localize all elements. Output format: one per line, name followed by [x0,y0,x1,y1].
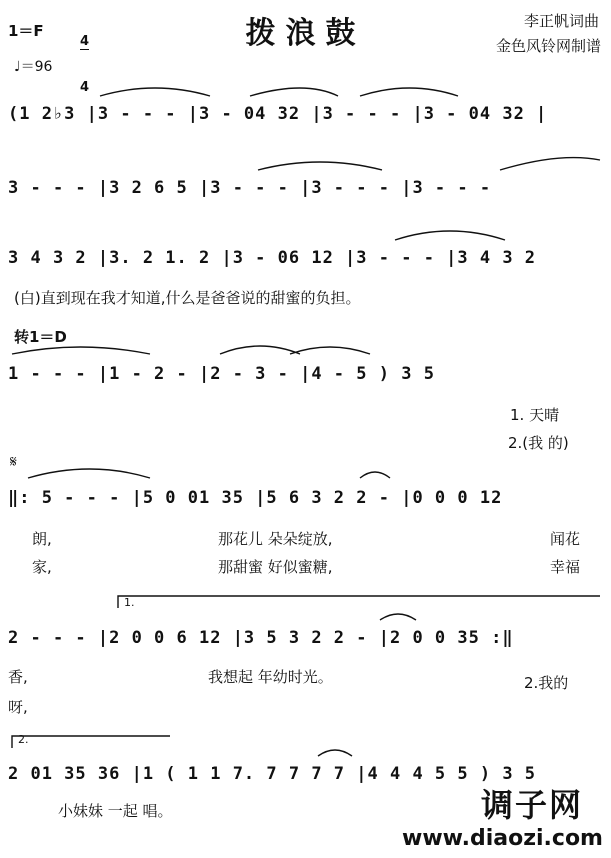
verse2-intro: 2.(我 的) [508,434,569,452]
score-row-1: (1 2♭3 |3 - - - |3 - 04 32 |3 - - - |3 - 04 32 | [8,104,548,124]
score-row-7: 2 01 35 36 |1 ( 1 1 7. 7 7 7 7 |4 4 4 5 5 ) 3 5 [8,764,537,784]
row6-verse1-b: 我想起 年幼时光。 [208,668,333,686]
slur [220,346,300,354]
slur [12,347,150,354]
row5-verse2-c: 幸福 [550,558,581,576]
segno-sign: 𝄋 [10,452,17,471]
slur [290,347,370,354]
key-signature: 1＝F [8,22,44,40]
score-row-4: 1 - - - |1 - 2 - |2 - 3 - |4 - 5 ) 3 5 [8,364,435,384]
row5-verse1-b: 那花儿 朵朵绽放, [218,530,333,548]
volta-bracket [118,596,600,608]
row7-lyrics: 小妹妹 一起 唱。 [58,802,173,820]
row6-verse1-c: 2.我的 [524,674,569,692]
spoken-line: (白)直到现在我才知道,什么是爸爸说的甜蜜的负担。 [14,289,361,307]
watermark-url: www.diaozi.com [402,826,603,851]
volta-2-label: 2. [18,733,29,746]
verse1-intro: 1. 天晴 [510,406,560,424]
row5-verse2-a: 家, [32,558,52,576]
time-denominator: 4 [80,80,90,95]
volta-1-label: 1. [124,596,135,609]
modulation-marking: 转1＝D [14,328,67,346]
slur [100,88,210,96]
slur [28,469,150,478]
slur [395,231,505,240]
slur [380,614,416,620]
slur [360,88,458,96]
slur [250,88,338,96]
slur [318,750,352,756]
row5-verse1-c: 闻花 [550,530,581,548]
slur [360,472,390,478]
lyricist-credit: 李正帆词曲 [523,12,599,30]
score-row-5: ‖: 5 - - - |5 0 01 35 |5 6 3 2 2 - |0 0 0 12 [8,488,503,508]
time-numerator: 4 [80,34,90,49]
row6-verse1-a: 香, [8,668,28,686]
volta-bracket [12,736,170,748]
score-row-2: 3 - - - |3 2 6 5 |3 - - - |3 - - - |3 - - - [8,178,492,198]
tempo-marking: ♩＝96 [14,59,53,75]
slur [258,162,382,170]
score-row-3: 3 4 3 2 |3. 2 1. 2 |3 - 06 12 |3 - - - |3 4 3 2 [8,248,537,268]
slur [500,158,600,170]
song-title: 拨浪鼓 [245,16,366,51]
watermark-logo: 调子网 [480,786,583,824]
arranger-credit: 金色风铃网制谱 [495,37,601,55]
score-row-6: 2 - - - |2 0 0 6 12 |3 5 3 2 2 - |2 0 0 35 :‖ [8,628,514,648]
row5-verse2-b: 那甜蜜 好似蜜糖, [218,558,333,576]
row6-verse2-a: 呀, [8,698,28,716]
row5-verse1-a: 朗, [32,530,52,548]
